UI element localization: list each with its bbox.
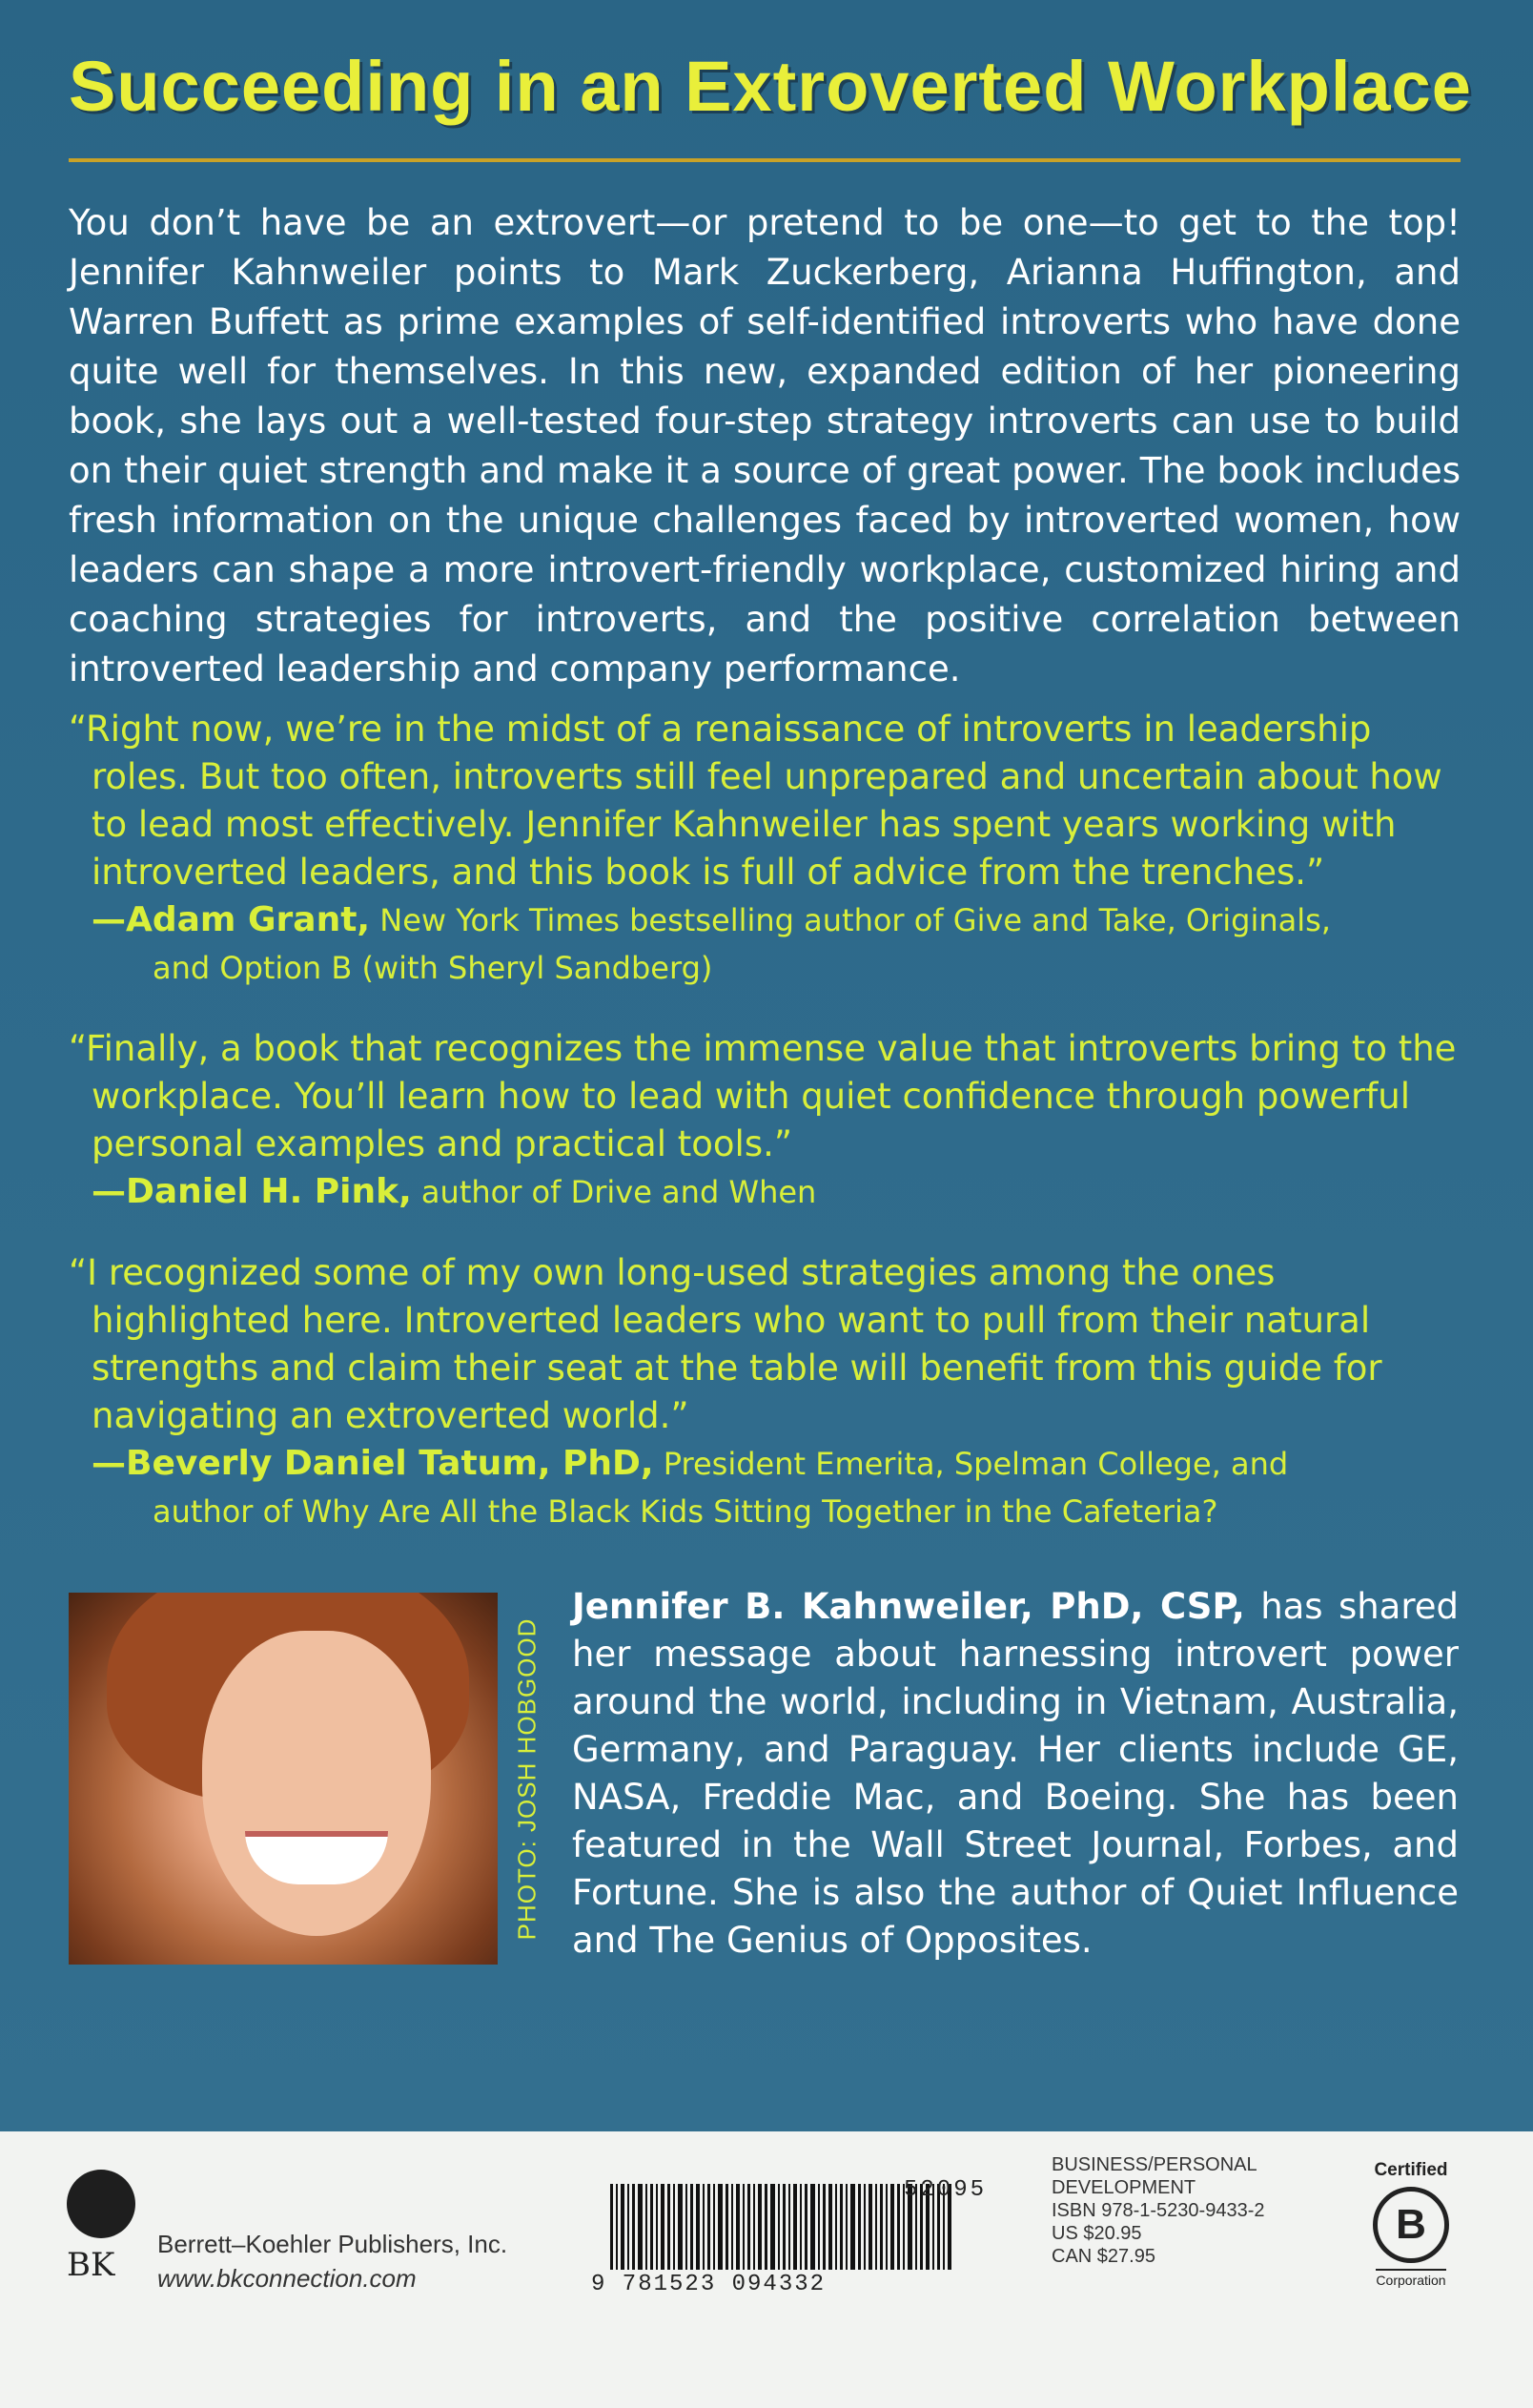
photo-credit-text: PHOTO: JOSH HOBGOOD — [512, 1617, 542, 1940]
barcode-bar — [783, 2184, 786, 2270]
quote-attribution — [69, 896, 1461, 992]
barcode-bar — [869, 2184, 872, 2270]
barcode-bar — [743, 2184, 745, 2270]
barcode-bar — [828, 2184, 832, 2270]
book-can-price: CAN $27.95 — [1052, 2246, 1155, 2267]
publisher-logo-icon — [67, 2170, 135, 2238]
barcode-bar — [747, 2184, 750, 2270]
quote-credit: President Emerita, Spelman College, and — [663, 1446, 1289, 1482]
endorsement-quote — [69, 1249, 1461, 1535]
barcode-bar — [621, 2184, 624, 2270]
barcode-bar — [667, 2184, 670, 2270]
b-corp-mark-icon: B — [1373, 2187, 1449, 2263]
barcode-bar — [726, 2184, 728, 2270]
author-photo — [69, 1593, 498, 1965]
quote-text: “Finally, a book that recognizes the immense value that introverts bring to the workplace. You’ll learn how to lead with quiet confidence through powerful personal examples and practical tools.” — [69, 1028, 1457, 1164]
barcode-bar — [696, 2184, 700, 2270]
barcode-digits: 9 781523 094332 — [591, 2272, 827, 2297]
barcode-bar — [897, 2184, 900, 2270]
barcode-bar — [778, 2184, 780, 2270]
quote-text: “I recognized some of my own long-used strategies among the ones highlighted here. Introverted leaders who want to pull from their natural strengths and claim their seat at the table will benefit from this guide for navigating an extroverted world.” — [69, 1252, 1382, 1436]
author-bio — [572, 1583, 1459, 1965]
barcode-bar — [805, 2184, 807, 2270]
barcode-bar — [758, 2184, 762, 2270]
publisher-website: www.bkconnection.com — [157, 2264, 417, 2293]
photo-face — [202, 1631, 431, 1936]
barcode-bar — [616, 2184, 618, 2270]
quote-author: —Beverly Daniel Tatum, PhD, — [92, 1444, 654, 1483]
barcode-bar — [800, 2184, 802, 2270]
b-corp-logo — [1354, 2160, 1468, 2290]
barcode-bar — [656, 2184, 658, 2270]
book-description: You don’t have be an extrovert—or pretend to be one—to get to the top! Jennifer Kahnweiler points to Mark Zuckerberg, Arianna Huffington, and Warren Buffett as prime examples of self-identified introverts who have done quite well for themselves. In this new, expanded edition of her pioneering book, she lays out a well-tested four-step strategy introverts can use to build on their quiet strength and make it a source of great power. The book includes fresh information on the unique challenges faced by introverted women, how leaders can shape a more introvert-friendly workplace, customized hiring and coaching strategies for introverts, and the positive correlation between introverted leadership and company performance. — [69, 202, 1461, 689]
barcode-bar — [886, 2184, 888, 2270]
barcode-bar — [650, 2184, 653, 2270]
barcode-bar — [880, 2184, 883, 2270]
b-corp-label: Corporation — [1376, 2269, 1445, 2288]
barcode-bar — [823, 2184, 826, 2270]
barcode-bar — [736, 2184, 740, 2270]
quote-credit-line2: and Option B (with Sheryl Sandberg) — [153, 950, 713, 986]
barcode-bar — [638, 2184, 643, 2270]
barcode-bar — [818, 2184, 820, 2270]
barcode-bar — [835, 2184, 837, 2270]
publisher-logo-text: BK — [67, 2246, 115, 2284]
book-category: BUSINESS/PERSONAL DEVELOPMENT — [1052, 2154, 1257, 2198]
barcode-bar — [765, 2184, 767, 2270]
barcode-bar — [678, 2184, 683, 2270]
b-corp-certified: Certified — [1374, 2160, 1448, 2180]
quote-credit: New York Times bestselling author of Give and Take, Originals, — [379, 902, 1331, 938]
barcode-bar — [731, 2184, 733, 2270]
author-name: Jennifer B. Kahnweiler, PhD, CSP, — [572, 1586, 1245, 1627]
barcode-bar — [627, 2184, 629, 2270]
barcode-bar — [685, 2184, 687, 2270]
barcode-bar — [753, 2184, 755, 2270]
endorsement-quote — [69, 706, 1461, 992]
quote-author: —Adam Grant, — [92, 900, 371, 939]
book-isbn: ISBN 978-1-5230-9433-2 — [1052, 2200, 1265, 2221]
barcode-bar — [788, 2184, 790, 2270]
barcode-bar — [846, 2184, 848, 2270]
photo-credit — [508, 1593, 546, 1965]
title-divider — [69, 158, 1461, 162]
book-us-price: US $20.95 — [1052, 2223, 1142, 2244]
quote-credit: author of Drive and When — [420, 1174, 817, 1210]
author-bio-text: has shared her message about harnessing introvert power around the world, including in Vietnam, Australia, Germany, and Paraguay. Her clients include GE, NASA, Freddie Mac, and Boeing. She has been featured in the Wall Street Journal, Forbes, and Fortune. She is also the author of Quiet Influence and The Genius of Opposites. — [572, 1586, 1459, 1961]
barcode-bar — [673, 2184, 675, 2270]
barcode-bar — [875, 2184, 877, 2270]
quote-author: —Daniel H. Pink, — [92, 1172, 412, 1211]
barcode-bar — [718, 2184, 723, 2270]
barcode-bar — [713, 2184, 715, 2270]
quote-attribution — [69, 1168, 1461, 1216]
quote-attribution — [69, 1440, 1461, 1535]
book-info — [1052, 2153, 1338, 2268]
publisher-info — [157, 2227, 507, 2295]
barcode-bar — [850, 2184, 855, 2270]
barcode-bar — [690, 2184, 693, 2270]
quote-credit-line2: author of Why Are All the Black Kids Sitting Together in the Cafeteria? — [153, 1493, 1218, 1530]
barcode-bar — [707, 2184, 710, 2270]
barcode-bar — [793, 2184, 797, 2270]
cover-title: Succeeding in an Extroverted Workplace — [69, 47, 1472, 126]
barcode-price-code: 52095 — [904, 2177, 988, 2203]
barcode-bar — [645, 2184, 647, 2270]
barcode-bar — [890, 2184, 894, 2270]
barcode-bar — [632, 2184, 635, 2270]
barcode-bar — [858, 2184, 861, 2270]
barcode-bar — [840, 2184, 843, 2270]
barcode-bar — [703, 2184, 705, 2270]
barcode-bar — [810, 2184, 815, 2270]
publisher-name: Berrett–Koehler Publishers, Inc. — [157, 2230, 508, 2258]
endorsement-quote — [69, 1025, 1461, 1216]
barcode-bar — [661, 2184, 664, 2270]
barcode-bar — [864, 2184, 866, 2270]
barcode-bar — [610, 2184, 613, 2270]
barcode-bar — [770, 2184, 775, 2270]
quote-text: “Right now, we’re in the midst of a renaissance of introverts in leadership roles. But too often, introverts still feel unprepared and uncertain about how to lead most effectively. Jennifer Kahnweiler has spent years working with introverted leaders, and this book is full of advice from the trenches.” — [69, 709, 1442, 893]
